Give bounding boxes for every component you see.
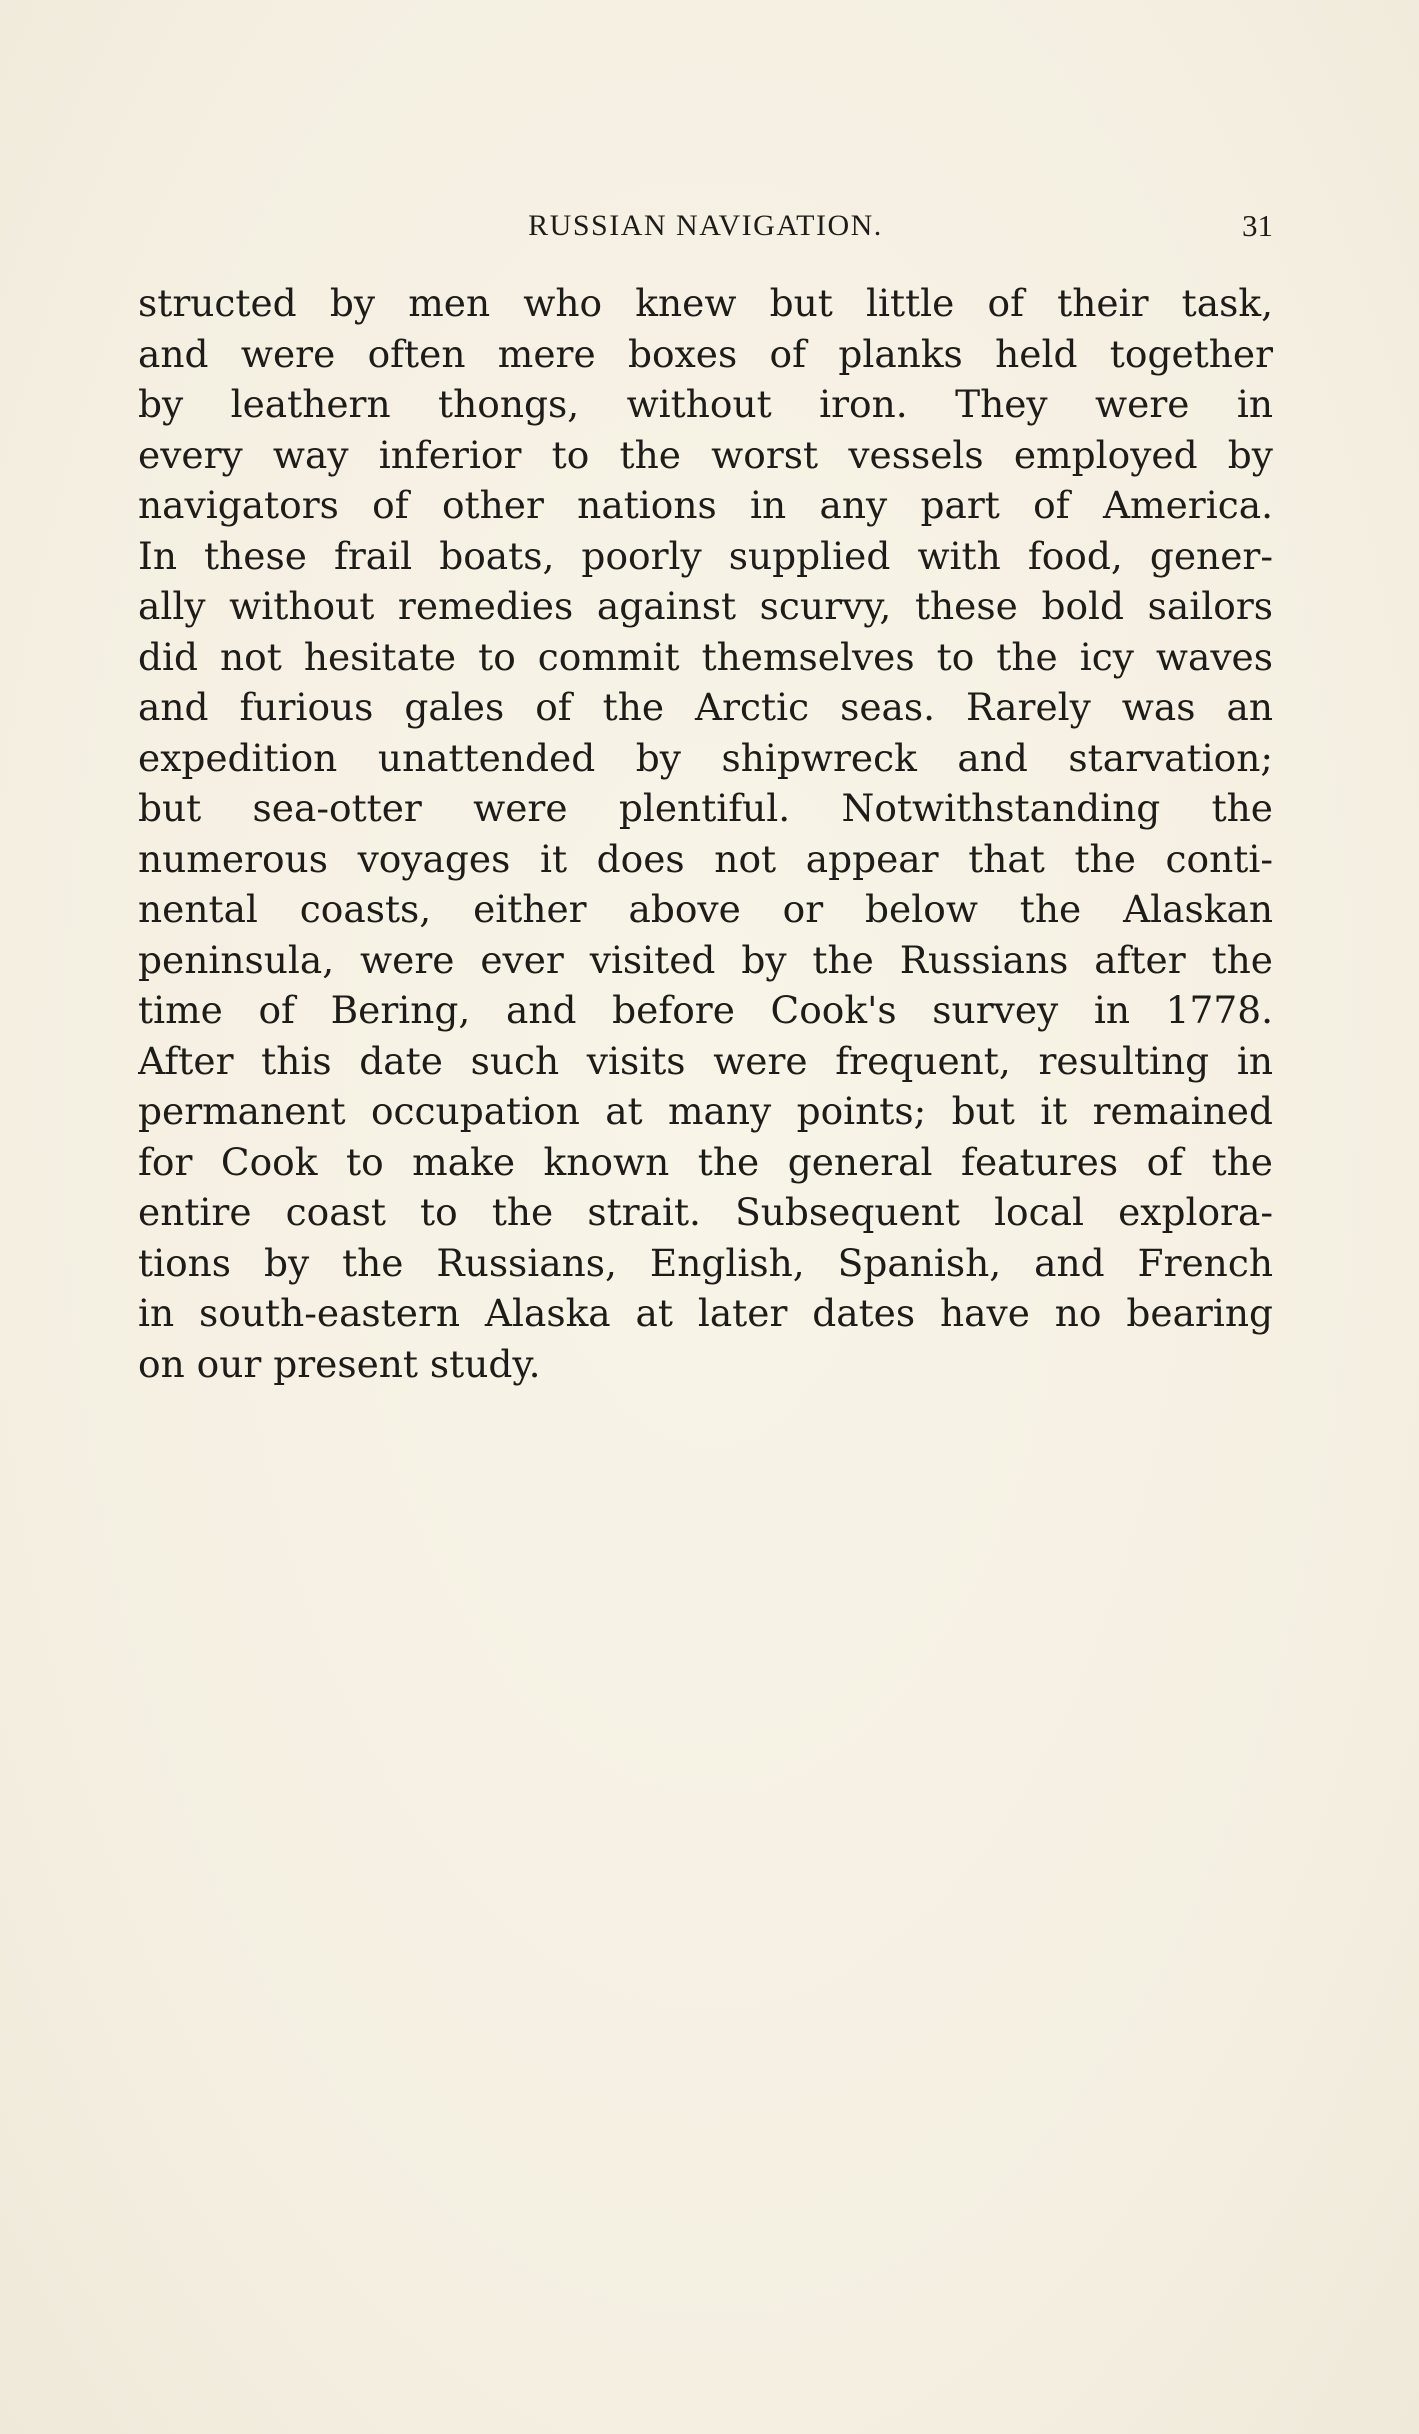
text-line: entire coast to the strait. Subsequent local explora-: [138, 1190, 1273, 1234]
running-title: RUSSIAN NAVIGATION.: [528, 209, 883, 242]
text-line: navigators of other nations in any part of America.: [138, 483, 1273, 527]
text-line: structed by men who knew but little of their task,: [138, 281, 1273, 325]
text-line: expedition unattended by shipwreck and starvation;: [138, 735, 1273, 780]
body-paragraph: [138, 278, 1273, 1389]
text-line: peninsula, were ever visited by the Russians after the: [138, 937, 1273, 982]
text-line: did not hesitate to commit themselves to the icy waves: [138, 634, 1273, 679]
text-line: nental coasts, either above or below the Alaskan: [138, 887, 1273, 931]
text-line: and were often mere boxes of planks held together: [138, 331, 1273, 376]
text-line: tions by the Russians, English, Spanish, and French: [138, 1240, 1273, 1285]
text-line: ally without remedies against scurvy, these bold sailors: [138, 584, 1273, 628]
text-line: numerous voyages it does not appear that the conti-: [138, 836, 1273, 881]
text-line: by leathern thongs, without iron. They were in: [138, 382, 1273, 426]
text-line-last: on our present study.: [138, 1341, 541, 1386]
text-line: and furious gales of the Arctic seas. Rarely was an: [138, 685, 1273, 729]
text-line: every way inferior to the worst vessels employed by: [138, 432, 1273, 477]
text-line: but sea-otter were plentiful. Notwithstanding the: [138, 786, 1273, 830]
page-number: 31: [1242, 208, 1273, 243]
running-head: [138, 206, 1273, 246]
text-line: permanent occupation at many points; but it remained: [138, 1089, 1273, 1133]
text-line: in south-eastern Alaska at later dates have no bearing: [138, 1291, 1273, 1335]
text-line: After this date such visits were frequent, resulting in: [138, 1038, 1273, 1083]
text-line: for Cook to make known the general features of the: [138, 1139, 1273, 1184]
text-line: In these frail boats, poorly supplied with food, gener-: [138, 533, 1273, 578]
text-line: time of Bering, and before Cook's survey in 1778.: [138, 988, 1273, 1032]
